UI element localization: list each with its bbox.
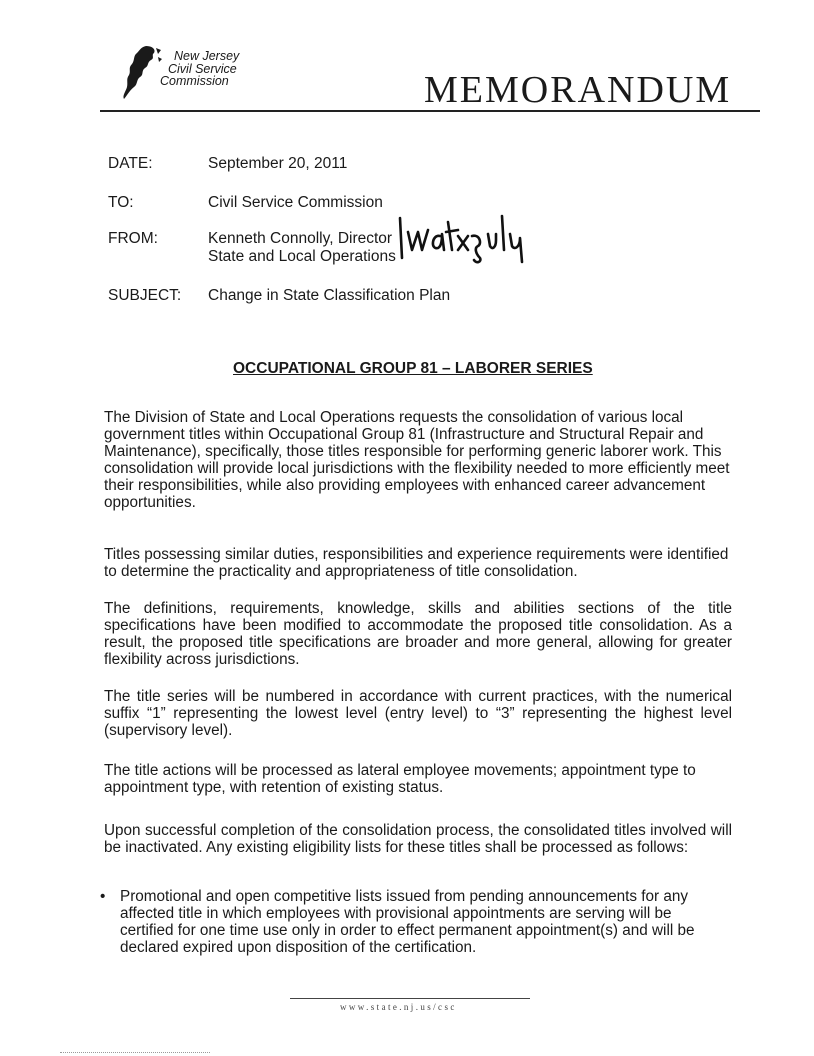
scan-artifact: [60, 1052, 210, 1053]
footer-divider: [290, 998, 530, 999]
to-value: Civil Service Commission: [208, 194, 383, 211]
logo-line-3: Commission: [160, 74, 229, 88]
date-value: September 20, 2011: [208, 155, 348, 172]
paragraph-3: The definitions, requirements, knowledge, skills and abilities sections of the title specifications have been modified to accommodate the proposed title consolidation. As a result, the proposed title specifications are broader and more general, allowing for greater flexibility across jurisdictions.: [104, 600, 732, 668]
list-item-text: Promotional and open competitive lists issued from pending announcements for any affected title in which employees with provisional appointments are serving will be certified for one time use only in order to effect permanent appointment(s) and will be declared expired upon disposition of the certification.: [120, 888, 695, 956]
logo-wordmark: [158, 50, 239, 88]
subject-label: SUBJECT:: [108, 287, 182, 304]
logo-line-1: New Jersey: [174, 49, 240, 63]
paragraph-4: The title series will be numbered in accordance with current practices, with the numerical suffix “1” representing the lowest level (entry level) to “3” representing the highest level (supervisory level).: [104, 688, 732, 739]
paragraph-6: Upon successful completion of the consolidation process, the consolidated titles involved will be inactivated. Any existing eligibility lists for these titles shall be processed as follows:: [104, 822, 732, 856]
from-unit: State and Local Operations: [208, 248, 396, 265]
header-divider: [100, 110, 760, 112]
paragraph-2: Titles possessing similar duties, responsibilities and experience requirements were identified to determine the practicality and appropriateness of title consolidation.: [104, 546, 729, 580]
from-label: FROM:: [108, 230, 158, 247]
bullet-icon: •: [100, 888, 106, 905]
date-label: DATE:: [108, 155, 153, 172]
document-type-title: MEMORANDUM: [424, 69, 732, 111]
footer-url: www.state.nj.us/csc: [340, 1002, 457, 1012]
handwritten-signature: [396, 210, 536, 270]
paragraph-5: The title actions will be processed as lateral employee movements; appointment type to appointment type, with retention of existing status.: [104, 762, 696, 796]
logo-line-2: Civil Service: [168, 61, 237, 76]
section-title: OCCUPATIONAL GROUP 81 – LABORER SERIES: [233, 360, 593, 377]
to-label: TO:: [108, 194, 134, 211]
from-name: Kenneth Connolly, Director: [208, 230, 393, 247]
subject-value: Change in State Classification Plan: [208, 287, 451, 304]
commission-logo: [118, 44, 278, 104]
paragraph-1: The Division of State and Local Operations requests the consolidation of various local government titles within Occupational Group 81 (Infrastructure and Structural Repair and Maintenance), specifically, those titles responsible for performing generic laborer work. This consolidation will provide local jurisdictions with the flexibility needed to more efficiently meet their responsibilities, while also providing employees with enhanced career advancement opportunities.: [104, 409, 730, 511]
